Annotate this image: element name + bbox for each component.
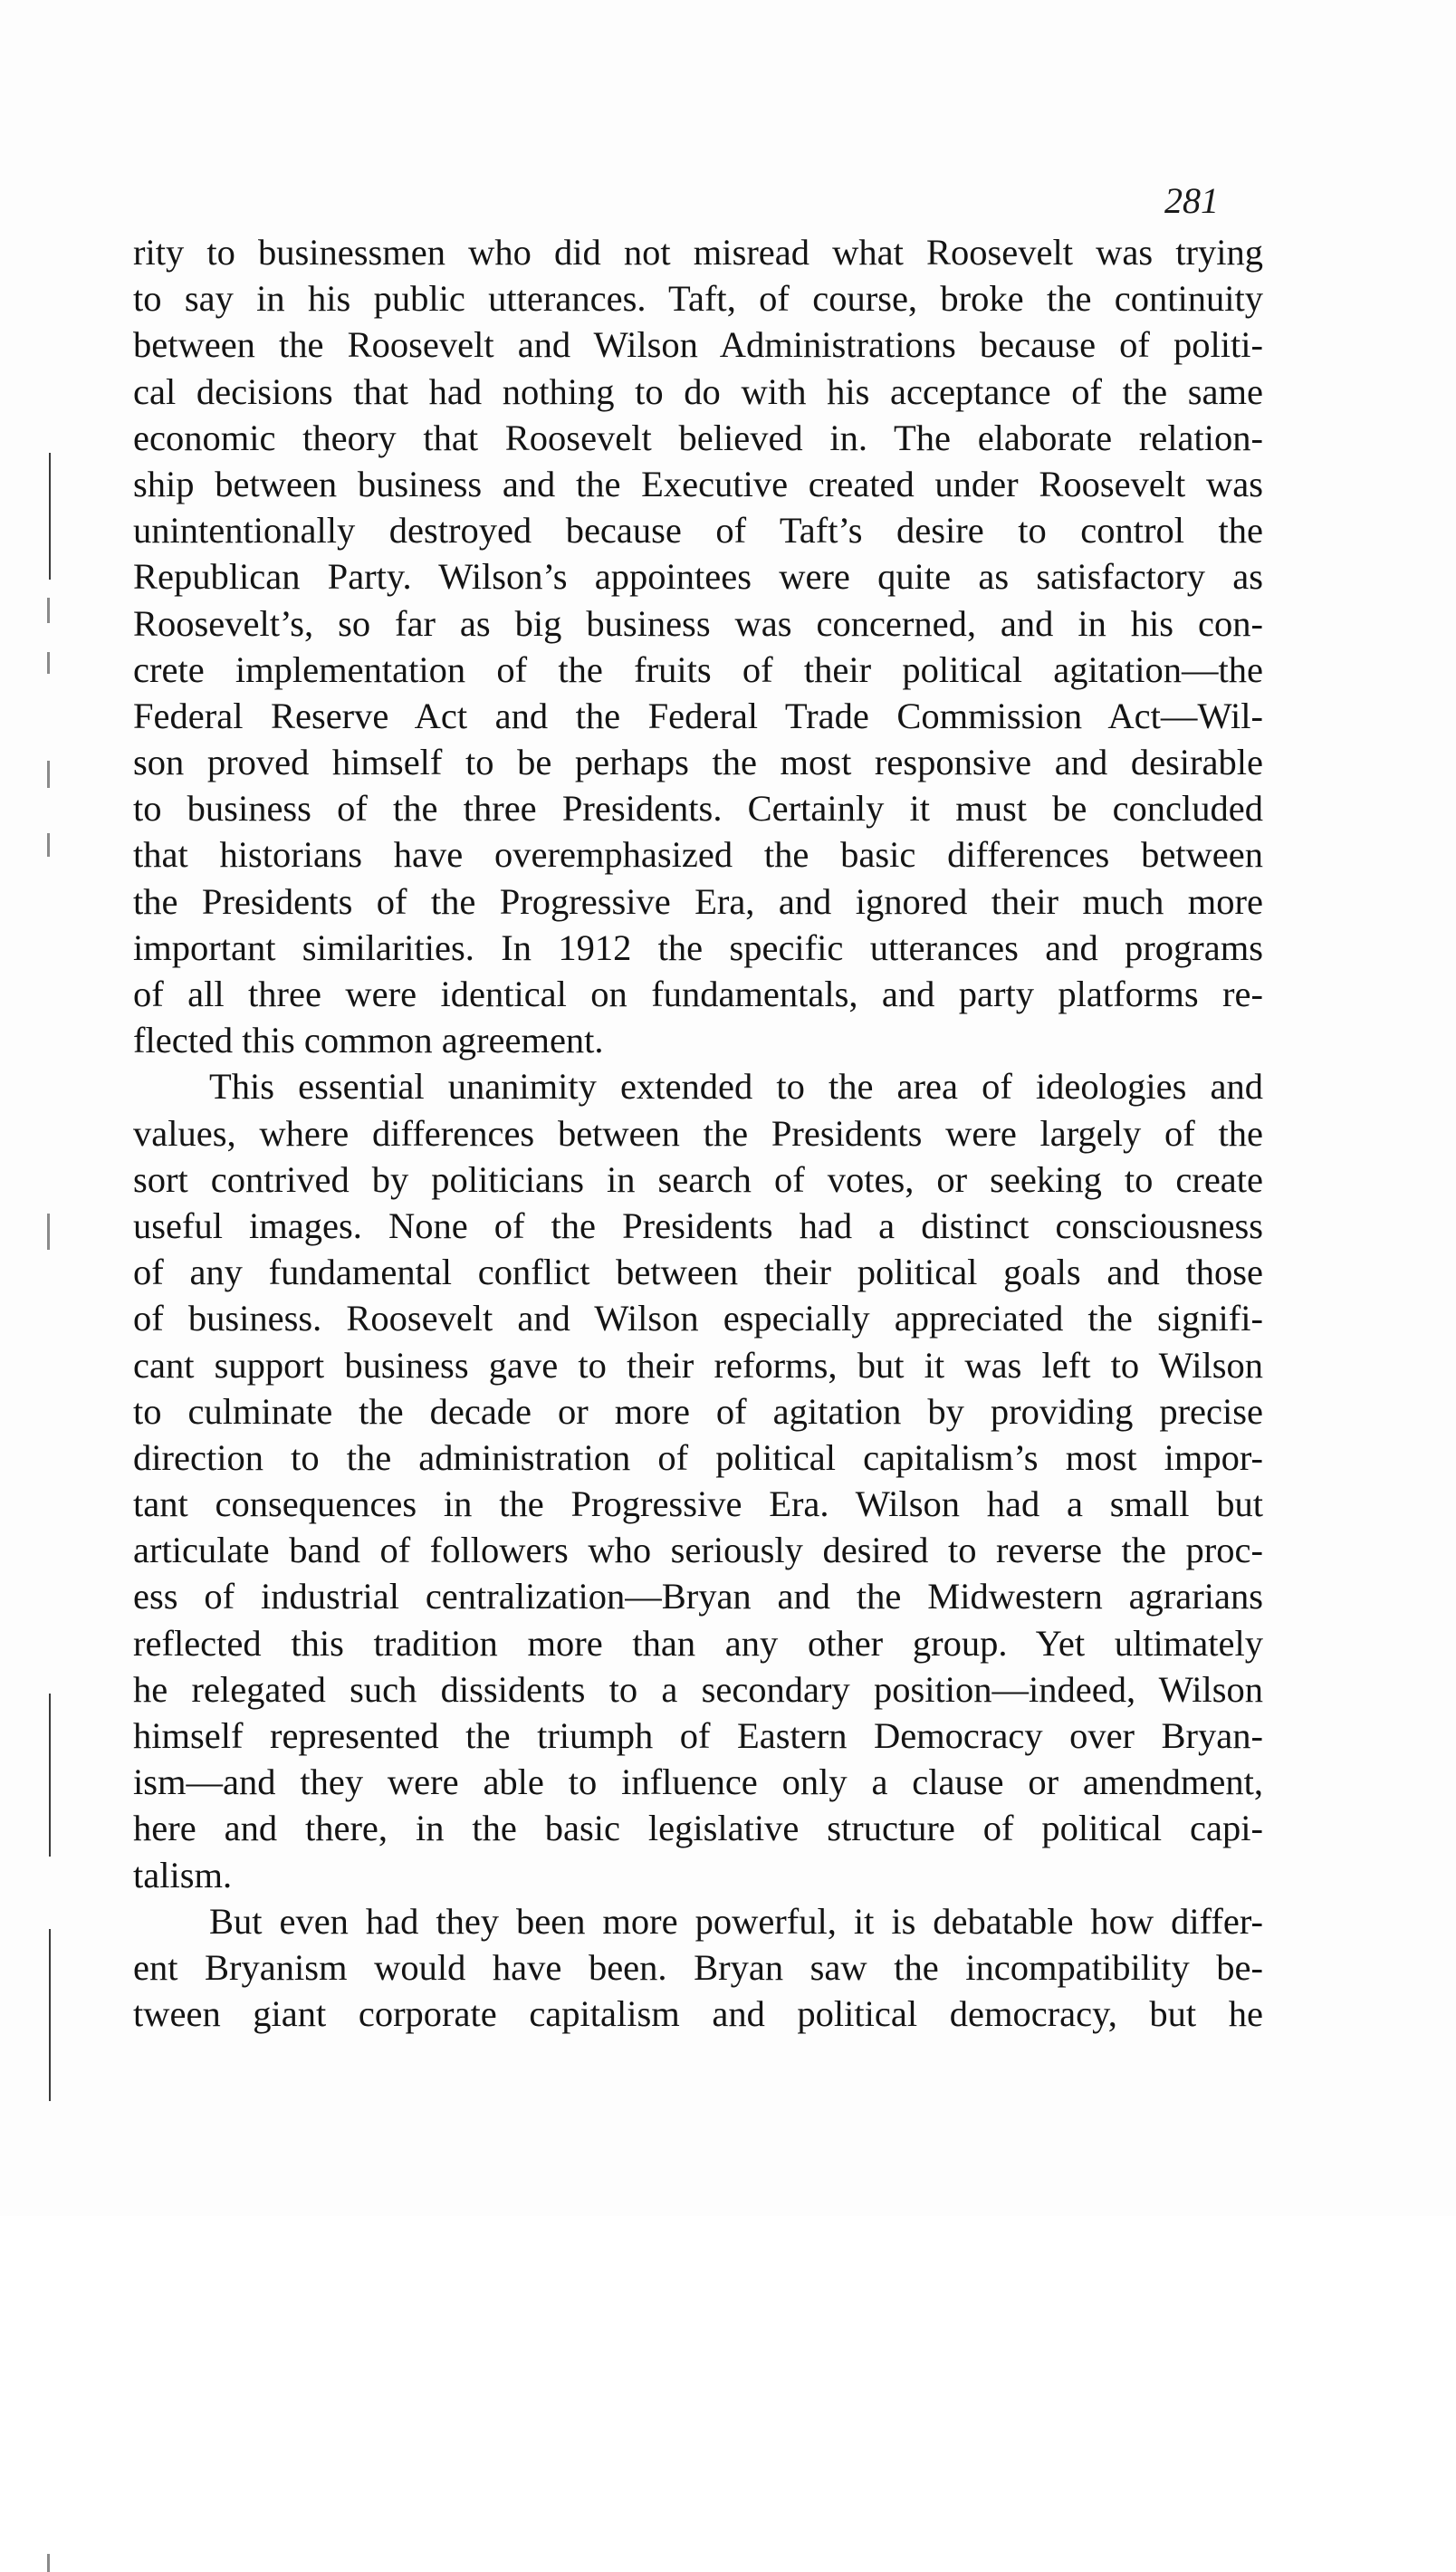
text-line: ism—and they were able to influence only a clause or amendment, xyxy=(133,1761,1263,1803)
text-line: values, where differences between the Presidents were largely of the xyxy=(133,1112,1263,1154)
text-line: This essential unanimity extended to the area of ideologies and xyxy=(209,1066,1263,1108)
binding-shadow-mark xyxy=(47,2554,50,2572)
text-line: Republican Party. Wilson’s appointees were quite as satisfactory as xyxy=(133,556,1263,598)
text-line: useful images. None of the Presidents had a distinct consciousness xyxy=(133,1204,1263,1246)
text-line: tween giant corporate capitalism and political democracy, but he xyxy=(133,1993,1263,2035)
text-line: to business of the three Presidents. Certainly it must be concluded xyxy=(133,788,1263,830)
binding-shadow-mark xyxy=(47,1214,50,1250)
text-line: crete implementation of the fruits of their political agitation—the xyxy=(133,648,1263,690)
text-line: tant consequences in the Progressive Era. Wilson had a small but xyxy=(133,1483,1263,1525)
body-text xyxy=(133,229,1263,2037)
text-line: of all three were identical on fundamentals, and party platforms re- xyxy=(133,974,1263,1014)
text-line: Federal Reserve Act and the Federal Trade Commission Act—Wil- xyxy=(133,695,1263,736)
text-line: But even had they been more powerful, it is debatable how differ- xyxy=(209,1900,1263,1942)
text-line: reflected this tradition more than any other group. Yet ultimately xyxy=(133,1622,1263,1664)
text-line: economic theory that Roosevelt believed in. The elaborate relation- xyxy=(133,417,1263,458)
text-line: cal decisions that had nothing to do with his acceptance of the same xyxy=(133,370,1263,412)
text-line: to culminate the decade or more of agitation by providing precise xyxy=(133,1390,1263,1432)
text-line: ship between business and the Executive created under Roosevelt was xyxy=(133,463,1263,504)
text-line: of business. Roosevelt and Wilson especially appreciated the signifi- xyxy=(133,1298,1263,1339)
text-line: articulate band of followers who seriously desired to reverse the proc- xyxy=(133,1530,1263,1571)
binding-shadow-mark xyxy=(47,761,50,788)
text-line: ent Bryanism would have been. Bryan saw the incompatibility be- xyxy=(133,1946,1263,1988)
text-line: here and there, in the basic legislative structure of political capi- xyxy=(133,1808,1263,1849)
text-line: Roosevelt’s, so far as big business was concerned, and in his con- xyxy=(133,602,1263,644)
binding-shadow-mark xyxy=(49,1929,51,2101)
text-line: he relegated such dissidents to a secondary position—indeed, Wilson xyxy=(133,1668,1263,1710)
text-line: to say in his public utterances. Taft, of course, broke the continuity xyxy=(133,278,1263,320)
text-line: rity to businessmen who did not misread what Roosevelt was trying xyxy=(133,232,1263,273)
binding-shadow-mark xyxy=(47,598,50,623)
text-line: talism. xyxy=(133,1854,233,1895)
text-line: himself represented the triumph of Eastern Democracy over Bryan- xyxy=(133,1715,1263,1756)
binding-shadow-mark xyxy=(47,652,50,674)
text-line: sort contrived by politicians in search of votes, or seeking to create xyxy=(133,1158,1263,1200)
text-line: that historians have overemphasized the basic differences between xyxy=(133,834,1263,876)
text-line: cant support business gave to their reforms, but it was left to Wilson xyxy=(133,1344,1263,1386)
page-number: 281 xyxy=(1164,180,1219,221)
text-line: the Presidents of the Progressive Era, and ignored their much more xyxy=(133,880,1263,922)
text-line: son proved himself to be perhaps the most responsive and desirable xyxy=(133,742,1263,783)
text-line: important similarities. In 1912 the specific utterances and programs xyxy=(133,926,1263,968)
text-line: unintentionally destroyed because of Taft’s desire to control the xyxy=(133,510,1263,552)
text-line: between the Roosevelt and Wilson Administrations because of politi- xyxy=(133,324,1263,366)
text-line: direction to the administration of political capitalism’s most impor- xyxy=(133,1436,1263,1478)
text-line: ess of industrial centralization—Bryan and the Midwestern agrarians xyxy=(133,1576,1263,1617)
text-line: of any fundamental conflict between their political goals and those xyxy=(133,1252,1263,1293)
text-line: flected this common agreement. xyxy=(133,1020,604,1061)
binding-shadow-mark xyxy=(49,1694,51,1857)
binding-shadow-mark xyxy=(47,833,50,857)
binding-shadow-mark xyxy=(49,453,51,580)
